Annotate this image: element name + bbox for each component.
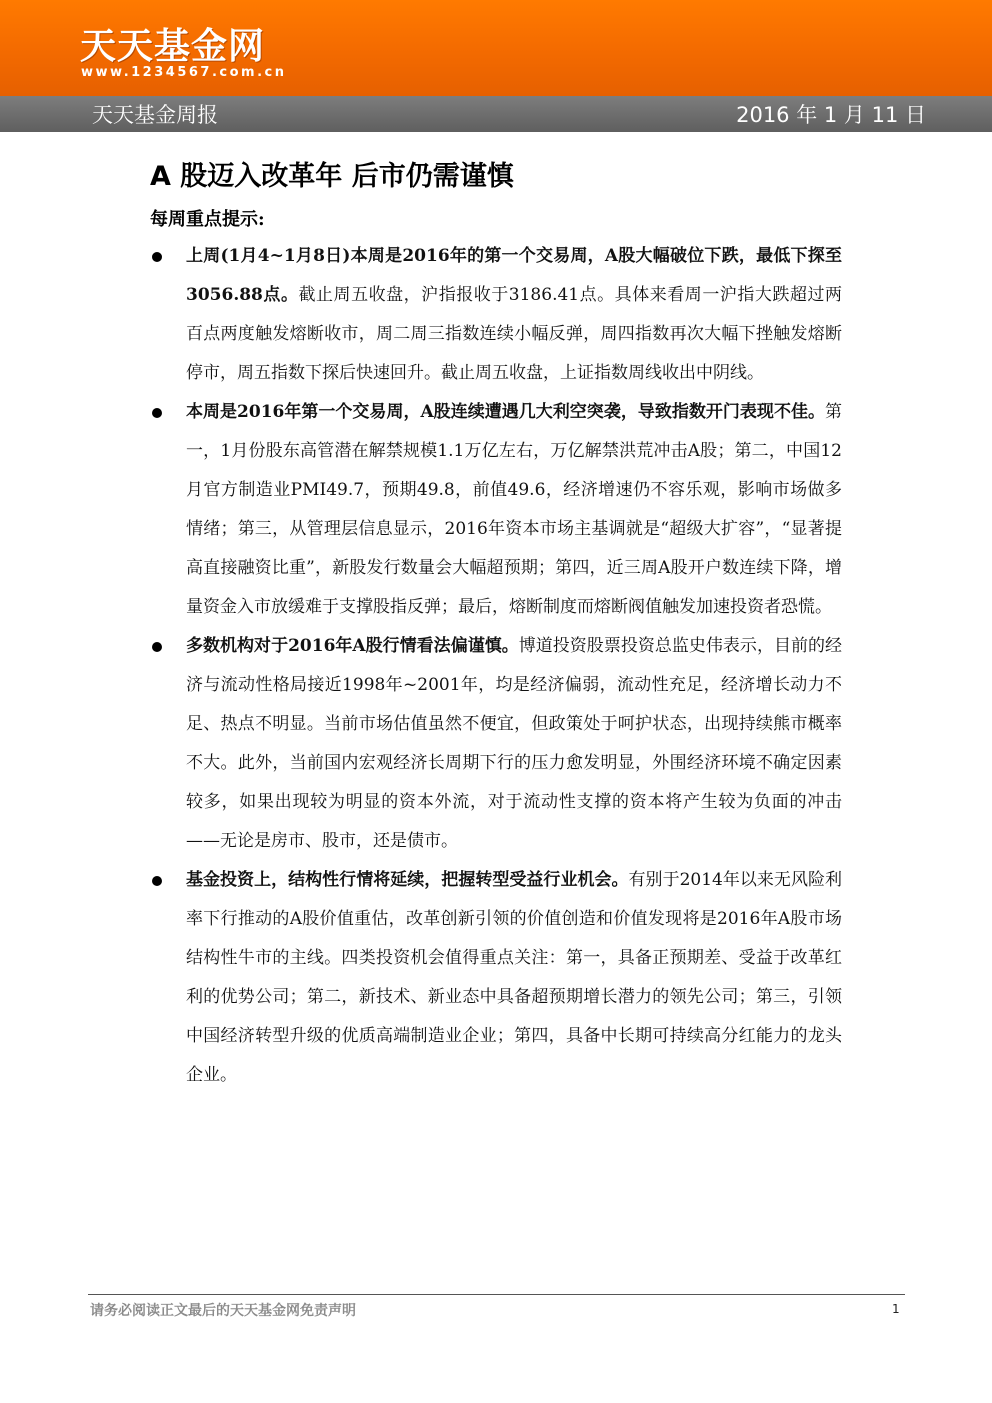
key-point — [150, 237, 842, 393]
report-date: 2016 年 1 月 11 日 — [736, 103, 926, 127]
bullet-icon — [152, 876, 162, 886]
footer-disclaimer: 请务必阅读正文最后的天天基金网免责声明 — [90, 1303, 356, 1319]
key-point-lead: 上周(1月4~1月8日)本周是2016年的第一个交易周，A股大幅破位下跌，最低下探至3056.88点。 — [186, 246, 842, 305]
key-point-body: 有别于2014年以来无风险利率下行推动的A股价值重估，改革创新引领的价值创造和价值发现将是2016年A股市场结构性牛市的主线。四类投资机会值得重点关注：第一，具备正预期差、受益于改革红利的优势公司；第二，新技术、新业态中具备超预期增长潜力的领先公司；第三，引领中国经济转型升级的优质高端制造业企业；第四，具备中长期可持续高分红能力的龙头企业。 — [186, 870, 842, 1085]
bullet-icon — [152, 408, 162, 418]
key-point-body: 博道投资股票投资总监史伟表示，目前的经济与流动性格局接近1998年~2001年，均是经济偏弱，流动性充足，经济增长动力不足、热点不明显。当前市场估值虽然不便宜，但政策处于呵护状态，出现持续熊市概率不大。此外，当前国内宏观经济长周期下行的压力愈发明显，外围经济环境不确定因素较多，如果出现较为明显的资本外流，对于流动性支撑的资本将产生较为负面的冲击——无论是房市、股市，还是债市。 — [186, 636, 842, 851]
key-point — [150, 393, 842, 627]
article-subhead: 每周重点提示: — [150, 209, 265, 230]
key-point-lead: 基金投资上，结构性行情将延续，把握转型受益行业机会。 — [186, 870, 629, 890]
site-url: www.1234567.com.cn — [81, 65, 287, 80]
bullet-icon — [152, 642, 162, 652]
article-title: A 股迈入改革年 后市仍需谨慎 — [150, 161, 514, 192]
key-point-body: 第一，1月份股东高管潜在解禁规模1.1万亿左右，万亿解禁洪荒冲击A股；第二，中国12月官方制造业PMI49.7，预期49.8，前值49.6，经济增速仍不容乐观，影响市场做多情绪；第三，从管理层信息显示，2016年资本市场主基调就是“超级大扩容”，“显著提高直接融资比重”，新股发行数量会大幅超预期；第四，近三周A股开户数连续下降，增量资金入市放缓难于支撑股指反弹；最后，熔断制度而熔断阀值触发加速投资者恐慌。 — [186, 402, 842, 617]
report-name: 天天基金周报 — [92, 103, 218, 127]
site-logo[interactable]: 天天基金网 — [80, 26, 266, 67]
key-points-list — [150, 237, 842, 1095]
key-point — [150, 861, 842, 1095]
page-number: 1 — [892, 1302, 900, 1316]
key-point-lead: 本周是2016年第一个交易周，A股连续遭遇几大利空突袭，导致指数开门表现不佳。 — [186, 402, 825, 422]
key-point-lead: 多数机构对于2016年A股行情看法偏谨慎。 — [186, 636, 519, 656]
footer-divider — [88, 1294, 905, 1295]
key-point — [150, 627, 842, 861]
key-point-body: 截止周五收盘，沪指报收于3186.41点。具体来看周一沪指大跌超过两百点两度触发熔断收市，周二周三指数连续小幅反弹，周四指数再次大幅下挫触发熔断停市，周五指数下探后快速回升。截止周五收盘，上证指数周线收出中阴线。 — [186, 285, 842, 383]
bullet-icon — [152, 252, 162, 262]
